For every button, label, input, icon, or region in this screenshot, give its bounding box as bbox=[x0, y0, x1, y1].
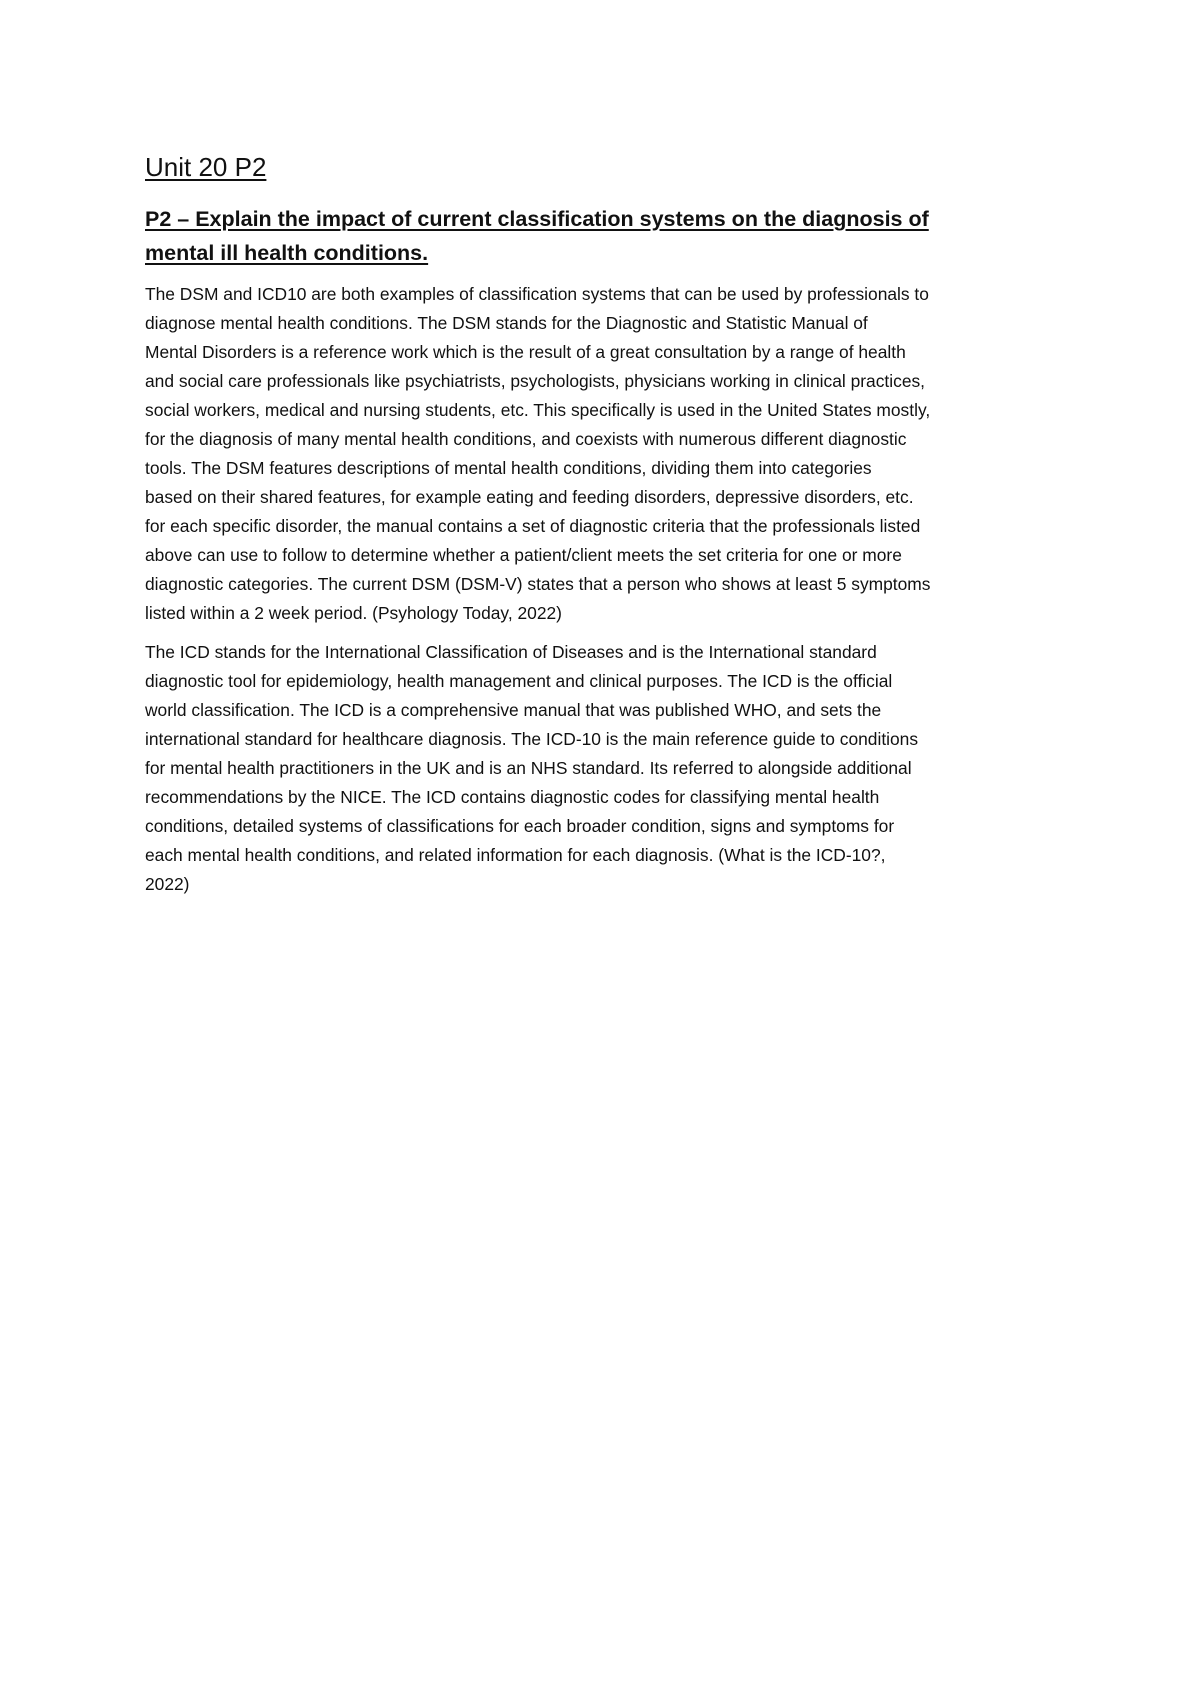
paragraph-line: recommendations by the NICE. The ICD contains diagnostic codes for classifying mental health bbox=[145, 787, 880, 807]
document-title: Unit 20 P2 bbox=[145, 152, 267, 182]
document-body bbox=[145, 150, 1065, 909]
paragraph-line: diagnostic categories. The current DSM (DSM-V) states that a person who shows at least 5 symptoms bbox=[145, 574, 931, 594]
section-heading bbox=[145, 202, 1065, 270]
paragraph-line: 2022) bbox=[145, 874, 190, 894]
paragraph-line: The DSM and ICD10 are both examples of classification systems that can be used by professionals to bbox=[145, 284, 929, 304]
paragraph-line: international standard for healthcare diagnosis. The ICD-10 is the main reference guide to conditions bbox=[145, 729, 919, 749]
paragraph-line: for mental health practitioners in the UK and is an NHS standard. Its referred to alongside additional bbox=[145, 758, 912, 778]
paragraph-line: world classification. The ICD is a comprehensive manual that was published WHO, and sets the bbox=[145, 700, 882, 720]
paragraph-icd bbox=[145, 638, 1065, 899]
paragraph-line: conditions, detailed systems of classifications for each broader condition, signs and symptoms for bbox=[145, 816, 895, 836]
paragraph-line: listed within a 2 week period. (Psyhology Today, 2022) bbox=[145, 603, 562, 623]
paragraph-line: based on their shared features, for example eating and feeding disorders, depressive disorders, etc. bbox=[145, 487, 914, 507]
paragraph-dsm bbox=[145, 280, 1065, 628]
paragraph-line: Mental Disorders is a reference work which is the result of a great consultation by a range of health bbox=[145, 342, 906, 362]
paragraph-line: for the diagnosis of many mental health conditions, and coexists with numerous different diagnostic bbox=[145, 429, 907, 449]
paragraph-line: tools. The DSM features descriptions of mental health conditions, dividing them into categories bbox=[145, 458, 872, 478]
paragraph-line: above can use to follow to determine whether a patient/client meets the set criteria for one or more bbox=[145, 545, 902, 565]
paragraph-line: social workers, medical and nursing students, etc. This specifically is used in the United States mostly, bbox=[145, 400, 931, 420]
paragraph-line: each mental health conditions, and related information for each diagnosis. (What is the ICD-10?, bbox=[145, 845, 886, 865]
heading-line: P2 – Explain the impact of current classification systems on the diagnosis of bbox=[145, 207, 929, 231]
paragraph-line: diagnose mental health conditions. The DSM stands for the Diagnostic and Statistic Manual of bbox=[145, 313, 868, 333]
paragraph-line: diagnostic tool for epidemiology, health management and clinical purposes. The ICD is the official bbox=[145, 671, 893, 691]
paragraph-line: The ICD stands for the International Classification of Diseases and is the International standard bbox=[145, 642, 877, 662]
paragraph-line: and social care professionals like psychiatrists, psychologists, physicians working in clinical practices, bbox=[145, 371, 926, 391]
heading-line: mental ill health conditions. bbox=[145, 241, 429, 265]
paragraph-line: for each specific disorder, the manual contains a set of diagnostic criteria that the professionals listed bbox=[145, 516, 921, 536]
